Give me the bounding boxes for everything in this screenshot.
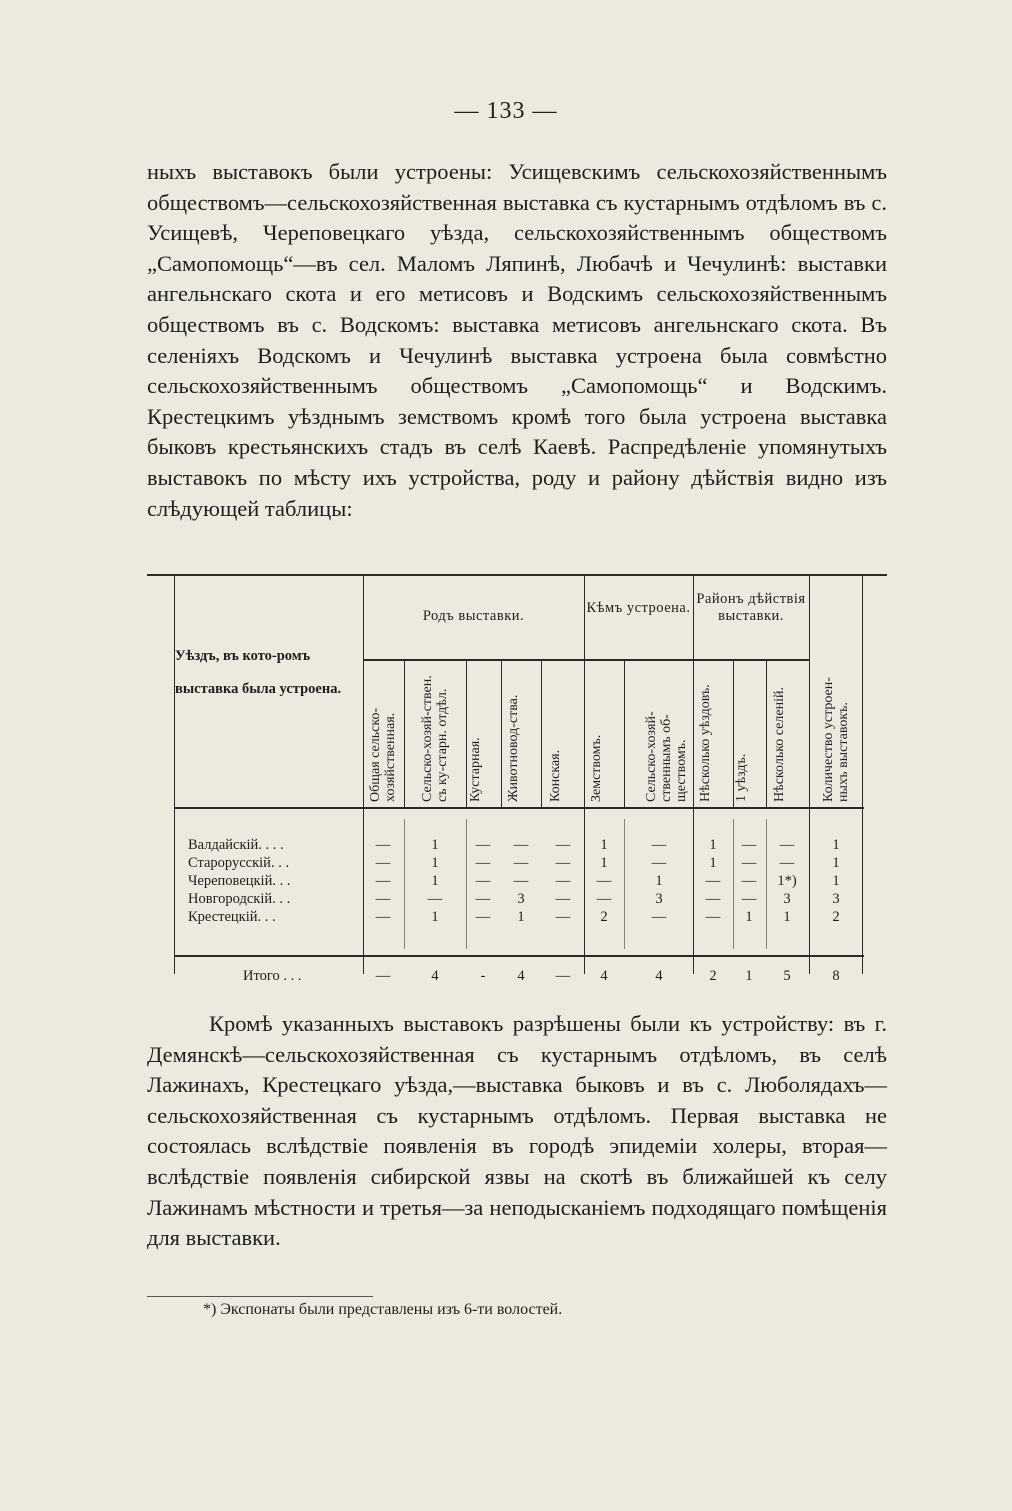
table-cell: — — [375, 855, 391, 871]
table-cell: 1 — [709, 837, 717, 853]
table-cell: — — [375, 909, 391, 925]
table-cell: — — [596, 891, 612, 907]
table-cell: — — [513, 873, 529, 889]
table-cell: — — [427, 891, 443, 907]
table-cell: — — [475, 909, 491, 925]
table-cell: 3 — [783, 891, 791, 907]
column-header: Земствомъ. — [589, 734, 604, 802]
table-cell: — — [555, 855, 571, 871]
total-cell: 5 — [783, 968, 791, 984]
table-cell: 1 — [832, 837, 840, 853]
body-divider — [404, 819, 405, 949]
table-cell: 1 — [745, 909, 753, 925]
column-header: Общая сельско-хозяйственная. — [368, 707, 398, 802]
footnote: *) Экспонаты были представлены изъ 6-ти волостей. — [203, 1301, 563, 1318]
body-divider — [624, 819, 625, 949]
total-cell: - — [480, 968, 486, 984]
column-header: Кустарная. — [468, 737, 483, 802]
footnote-rule — [147, 1296, 373, 1297]
column-header: Нѣсколько селеній. — [772, 687, 787, 802]
table-cell: — — [741, 837, 757, 853]
total-cell: — — [555, 968, 571, 984]
table-cell: — — [651, 855, 667, 871]
column-header: 1 уѣздъ. — [734, 753, 749, 802]
table-cell: — — [475, 873, 491, 889]
table-cell: 3 — [517, 891, 525, 907]
col-divider — [541, 659, 542, 807]
table-cell: — — [596, 873, 612, 889]
table-cell: 1 — [600, 837, 608, 853]
col-divider — [693, 574, 694, 974]
table-cell: 1 — [431, 837, 439, 853]
table-cell: — — [705, 909, 721, 925]
table-cell: 1 — [600, 855, 608, 871]
total-cell: — — [375, 968, 391, 984]
total-cell: 4 — [517, 968, 525, 984]
table-cell: — — [741, 873, 757, 889]
total-cell: 2 — [709, 968, 717, 984]
table-cell: — — [475, 855, 491, 871]
table-cell: — — [513, 855, 529, 871]
table-cell: 3 — [832, 891, 840, 907]
total-cell: 4 — [600, 968, 608, 984]
table-cell: 1 — [517, 909, 525, 925]
group-header-rod: Родъ выставки. — [422, 608, 525, 624]
column-header: Сельско-хозяй-ствен. съ ку-старн. отдѣл. — [420, 675, 450, 802]
group-header-kem: Кѣмъ устроена. — [586, 600, 691, 616]
column-header: Сельско-хозяй-ственнымъ об-ществомъ. — [644, 711, 689, 802]
column-header: Конская. — [548, 749, 563, 802]
row-label: Старорусскій. . . — [188, 855, 290, 871]
table-cell: — — [555, 873, 571, 889]
page-number: — 133 — — [454, 98, 558, 124]
table-cell: — — [375, 891, 391, 907]
table-cell: — — [651, 909, 667, 925]
column-header: Животновод-ства. — [506, 694, 521, 802]
uezd-header: Уѣздъ, въ кото-ромъ выставка была устроена. — [175, 648, 342, 697]
table-cell: — — [475, 891, 491, 907]
table-cell: — — [705, 891, 721, 907]
group-header-rayon: Районъ дѣйствія выставки. — [696, 591, 806, 624]
table-cell: — — [555, 837, 571, 853]
row-label: Новгородскій. . . — [188, 891, 291, 907]
table-cell: 1 — [783, 909, 791, 925]
col-divider — [809, 574, 810, 974]
table-cell: — — [741, 855, 757, 871]
col-divider — [584, 574, 585, 974]
table-cell: 1 — [655, 873, 663, 889]
table-cell: 1*) — [777, 873, 797, 889]
table-cell: — — [475, 837, 491, 853]
table-cell: 2 — [600, 909, 608, 925]
table-cell: 1 — [832, 873, 840, 889]
table-cell: — — [555, 909, 571, 925]
row-label: Валдайскій. . . . — [188, 837, 284, 853]
table-top-rule — [147, 574, 887, 576]
table-cell: — — [705, 873, 721, 889]
total-label: Итого . . . — [243, 968, 302, 984]
header-bottom-rule — [174, 807, 864, 809]
group-header-rule — [363, 659, 809, 661]
col-divider — [363, 574, 364, 974]
table-cell: — — [513, 837, 529, 853]
table-cell: — — [651, 837, 667, 853]
total-cell: 4 — [655, 968, 663, 984]
table-cell: 1 — [431, 855, 439, 871]
left-border — [174, 574, 175, 974]
table-cell: 1 — [431, 873, 439, 889]
table-cell: 2 — [832, 909, 840, 925]
table-cell: — — [375, 837, 391, 853]
table-cell: 1 — [431, 909, 439, 925]
col-divider — [501, 659, 502, 807]
table-cell: — — [779, 855, 795, 871]
table-cell: 3 — [655, 891, 663, 907]
row-label: Крестецкій. . . — [188, 909, 276, 925]
col-divider — [624, 659, 625, 807]
table-cell: 1 — [709, 855, 717, 871]
table-cell: 1 — [832, 855, 840, 871]
table-cell: — — [555, 891, 571, 907]
total-cell: 4 — [431, 968, 439, 984]
total-top-rule — [174, 955, 864, 957]
col-divider — [766, 659, 767, 807]
column-header: Нѣсколько уѣздовъ. — [698, 684, 713, 802]
column-header: Количество устроен-ныхъ выставокъ. — [821, 677, 851, 802]
table-cell: — — [741, 891, 757, 907]
row-label: Череповецкій. . . — [188, 873, 291, 889]
total-cell: 1 — [745, 968, 753, 984]
body-divider — [766, 819, 767, 949]
table-cell: — — [779, 837, 795, 853]
exhibitions-table — [147, 574, 887, 984]
total-cell: 8 — [832, 968, 840, 984]
right-border — [862, 574, 863, 974]
col-divider — [404, 659, 405, 807]
paragraph-1: ныхъ выставокъ были устроены: Усищевскимъ сельскохозяйственнымъ обществомъ—сельскохозяйственная выставка съ кустарнымъ отдѣломъ въ с. Усищевѣ, Череповецкаго уѣзда, сельскохозяйственнымъ обществомъ „Самопомощь“—въ сел. Маломъ Ляпинѣ, Любачѣ и Чечулинѣ: выставки ангельнскаго скота и его метисовъ и Водскимъ сельскохозяйственнымъ обществомъ въ с. Водскомъ: выставка метисовъ ангельнскаго скота. Въ селеніяхъ Водскомъ и Чечулинѣ выставка устроена была совмѣстно сельскохозяйственнымъ обществомъ „Самопомощь“ и Водскимъ. Крестецкимъ уѣзднымъ земствомъ кромѣ того была устроена выставка быковъ крестьянскихъ стадъ въ селѣ Каевѣ. Распредѣленіе упомянутыхъ выставокъ по мѣсту ихъ устройства, роду и району дѣйствія видно изъ слѣдующей таблицы: — [147, 159, 887, 521]
paragraph-2: Кромѣ указанныхъ выставокъ разрѣшены были къ устройству: въ г. Демянскѣ—сельскохозяйственная съ кустарнымъ отдѣломъ, въ селѣ Лажинахъ, Крестецкаго уѣзда,—выставка быковъ и въ с. Люболядахъ—сельскохозяйственная съ кустарнымъ отдѣломъ. Первая выставка не состоялась вслѣдствіе появленія въ городѣ эпидеміи холеры, вторая—вслѣдствіе появленія сибирской язвы на скотѣ въ ближайшей къ селу Лажинамъ мѣстности и третья—за неподысканіемъ подходящаго помѣщенія для выставки. — [147, 1011, 887, 1251]
table-cell: — — [375, 873, 391, 889]
